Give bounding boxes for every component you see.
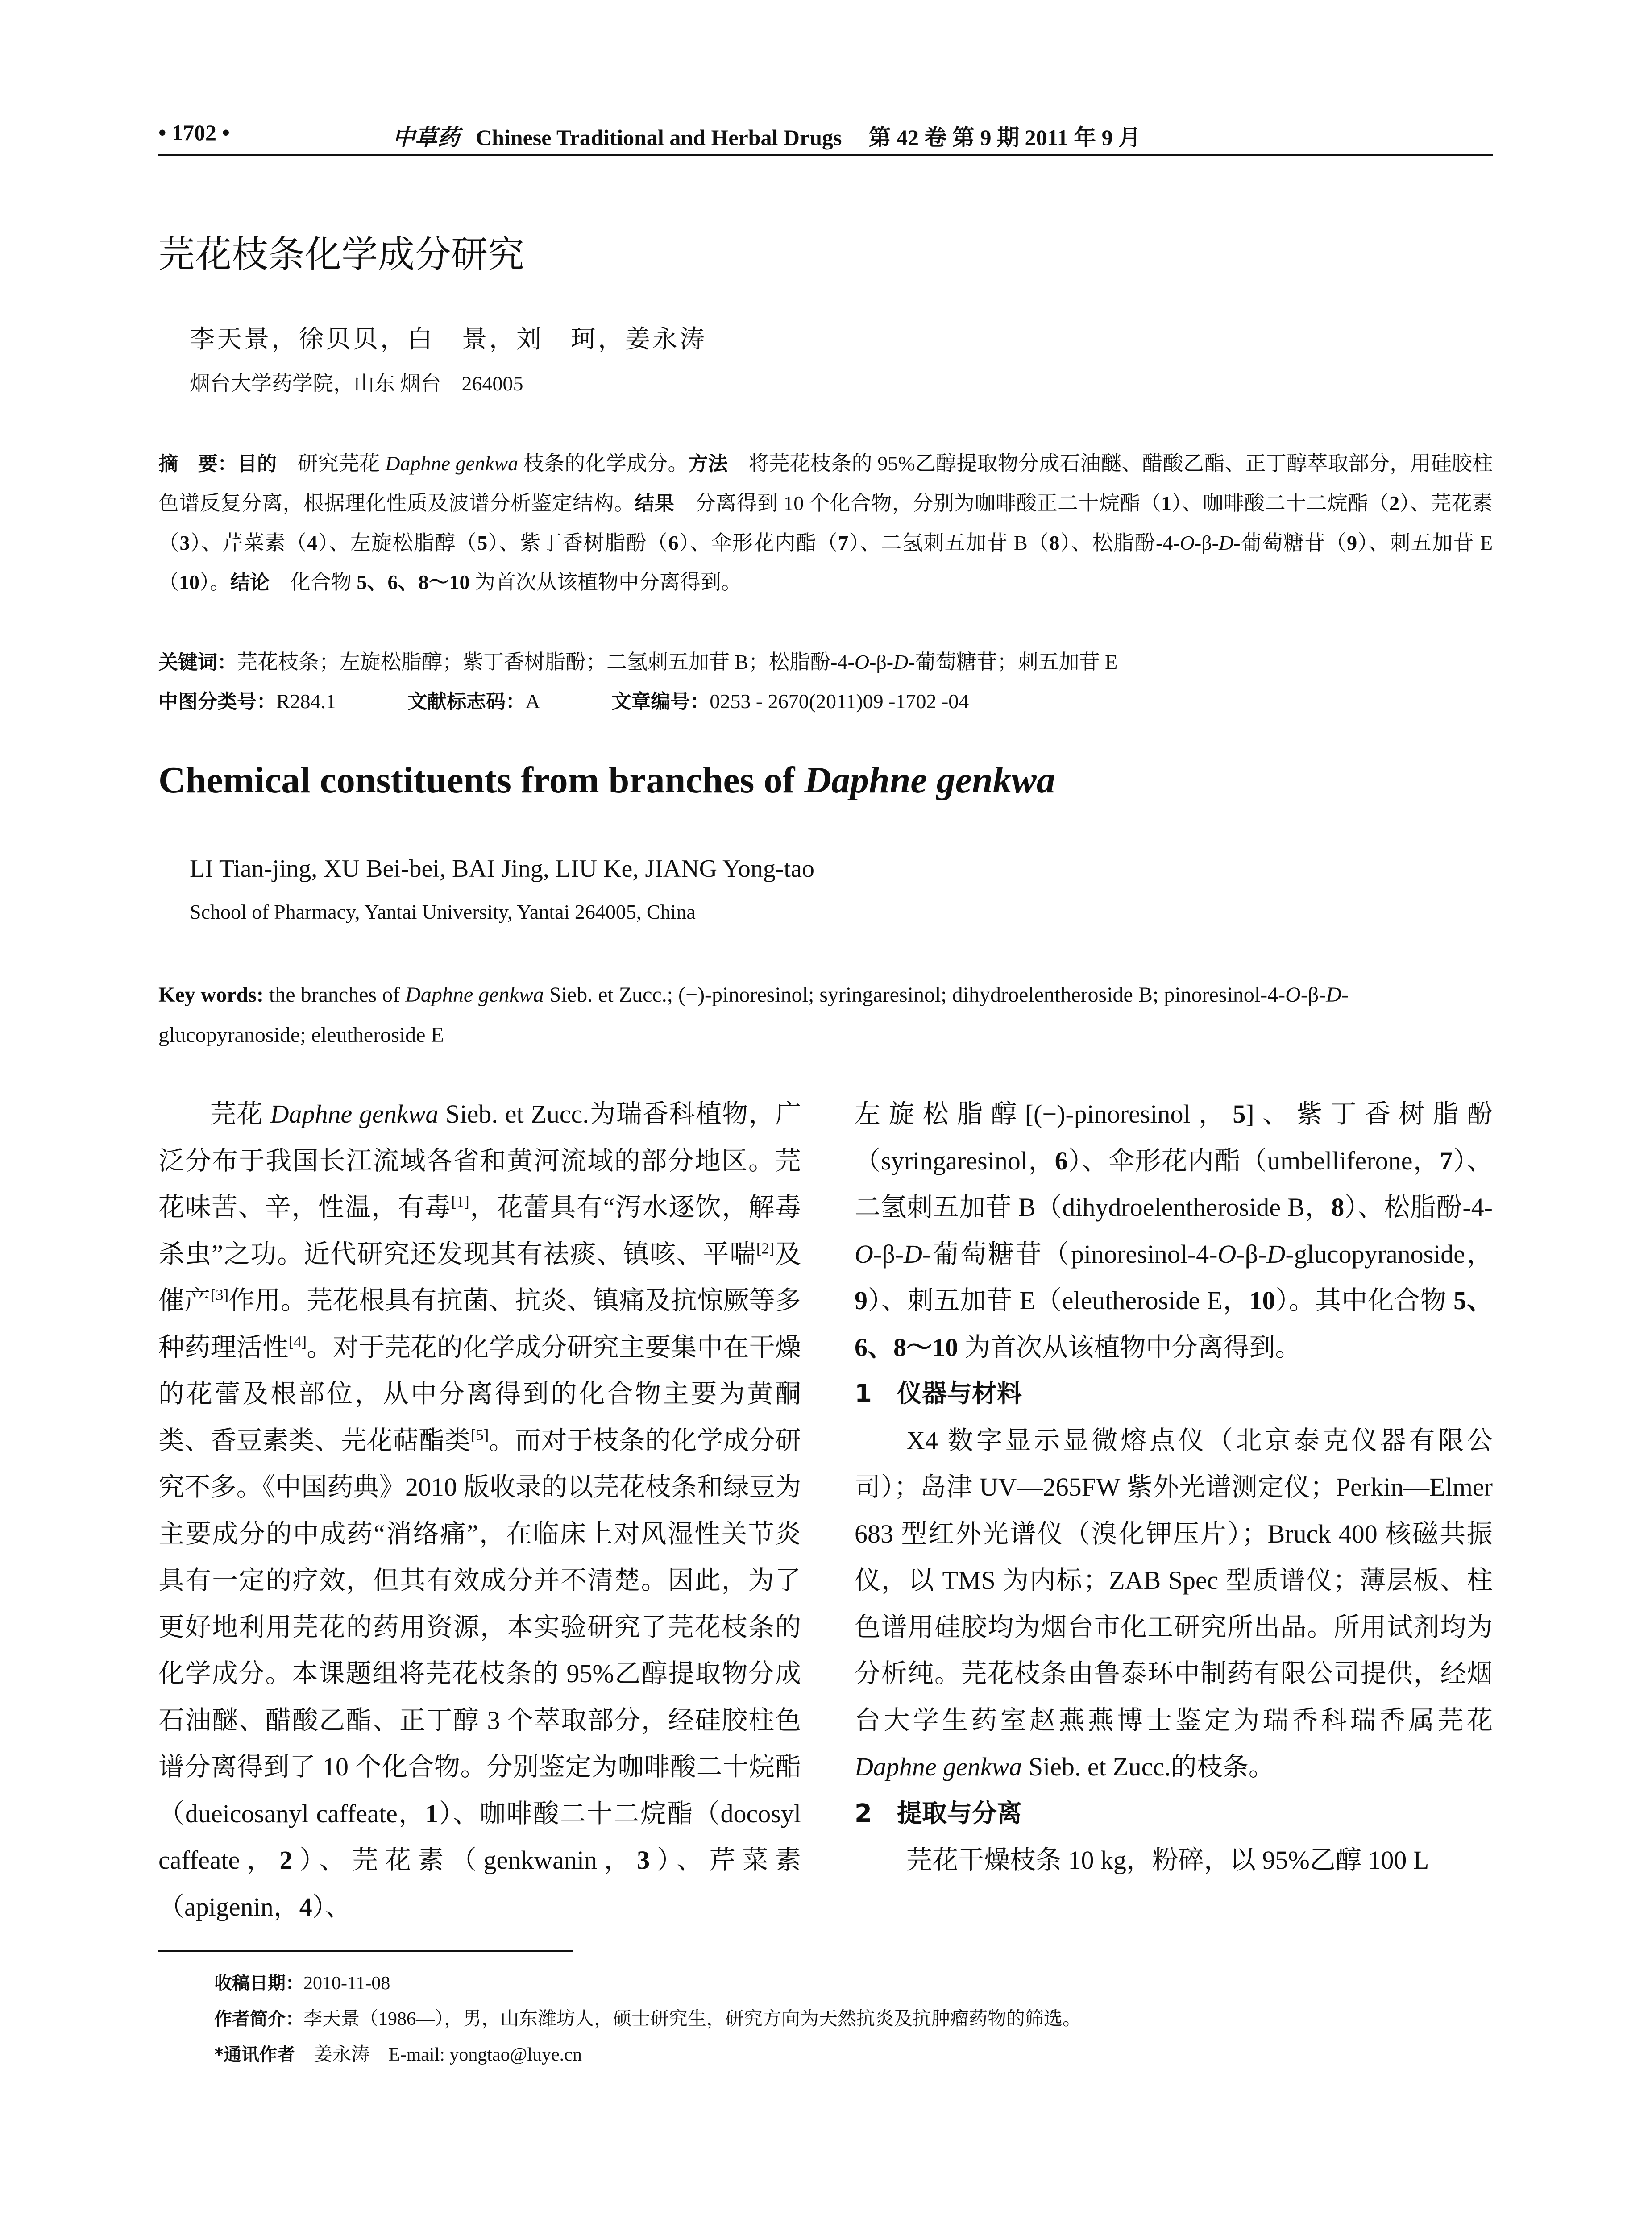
page-number: • 1702 •	[158, 120, 230, 145]
body-paragraph: 芫花 Daphne genkwa Sieb. et Zucc.为瑞香科植物，广泛分布于我国长江流域各省和黄河流域的部分地区。芫花味苦、辛，性温，有毒[1]，花蕾具有“泻水逐饮，解毒杀虫”之功。近代研究还发现其有祛痰、镇咳、平喘[2]及催产[3]作用。芫花根具有抗菌、抗炎、镇痛及抗惊厥等多种药理活性[4]。对于芫花的化学成分研究主要集中在干燥的花蕾及根部位，从中分离得到的化合物主要为黄酮类、香豆素类、芫花萜酯类[5]。而对于枝条的化学成分研究不多。《中国药典》2010 版收录的以芫花枝条和绿豆为主要成分的中成药“消络痛”，在临床上对风湿性关节炎具有一定的疗效，但其有效成分并不清楚。因此，为了更好地利用芫花的药用资源，本实验研究了芫花枝条的化学成分。本课题组将芫花枝条的 95%乙醇提取物分成石油醚、醋酸乙酯、正丁醇 3 个萃取部分，经硅胶柱色谱分离得到了 10 个化合物。分别鉴定为咖啡酸二十烷酯（dueicosanyl caffeate，1）、咖啡酸二十二烷酯（docosyl caffeate，2）、芫花素（genkwanin，3）、芹菜素（apigenin，4）、	[158, 1099, 801, 1921]
document-code: A	[525, 690, 540, 713]
result-label: 结果	[635, 492, 675, 515]
body-column-right	[855, 1091, 1493, 1884]
classification-line: 中图分类号：R284.1 文献标志码：A 文章编号：0253 - 2670(2011)09 -1702 -04	[158, 690, 969, 713]
volume-issue: 第 42 卷 第 9 期 2011 年 9 月	[868, 125, 1141, 150]
keywords-en-label: Key words:	[158, 983, 264, 1007]
clc-number: R284.1	[276, 690, 336, 713]
purpose-label: 目的	[237, 452, 277, 475]
abstract-cn: 摘 要：目的 研究芫花 Daphne genkwa 枝条的化学成分。方法 将芫花枝条的 95%乙醇提取物分成石油醚、醋酸乙酯、正丁醇萃取部分，用硅胶柱色谱反复分离，根据理化性质及波谱分析鉴定结构。结果 分离得到 10 个化合物，分别为咖啡酸正二十烷酯（1）、咖啡酸二十二烷酯（2）、芫花素（3）、芹菜素（4）、左旋松脂醇（5）、紫丁香树脂酚（6）、伞形花内酯（7）、二氢刺五加苷 B（8）、松脂酚-4-O-β-D-葡萄糖苷（9）、刺五加苷 E（10）。结论 化合物 5、6、8～10 为首次从该植物中分离得到。	[158, 452, 1493, 594]
citation: [4]	[288, 1333, 307, 1351]
citation: [5]	[470, 1426, 489, 1444]
body-column-left	[158, 1091, 801, 1930]
author-bio: 作者简介：李天景（1986—），男，山东潍坊人，硕士研究生，研究方向为天然抗炎及抗肿瘤药物的筛选。	[214, 2009, 1082, 2029]
article-title-en: Chemical constituents from branches of Daphne genkwa	[158, 759, 1055, 801]
keywords-en: Key words: the branches of Daphne genkwa Sieb. et Zucc.; (−)-pinoresinol; syringaresinol; dihydroelentheroside B; pinoresinol-4-O-β-D-glucopyranoside; eleutheroside E	[158, 983, 1349, 1047]
body-paragraph: X4 数字显示显微熔点仪（北京泰克仪器有限公司）；岛津 UV—265FW 紫外光谱测定仪；Perkin—Elmer 683 型红外光谱仪（溴化钾压片）；Bruck 400 核磁共振仪，以 TMS 为内标；ZAB Spec 型质谱仪；薄层板、柱色谱用硅胶均为烟台市化工研究所出品。所用试剂均为分析纯。芫花枝条由鲁泰环中制药有限公司提供，经烟台大学生药室赵燕燕博士鉴定为瑞香科瑞香属芫花 Daphne genkwa Sieb. et Zucc.的枝条。	[855, 1426, 1493, 1781]
body-paragraph: 左旋松脂醇[(−)-pinoresinol，5]、紫丁香树脂酚（syringaresinol，6）、伞形花内酯（umbelliferone，7）、二氢刺五加苷 B（dihydroelentheroside B，8）、松脂酚-4-O-β-D-葡萄糖苷（pinoresinol-4-O-β-D-glucopyranoside，9）、刺五加苷 E（eleutheroside E，10）。其中化合物 5、6、8～10 为首次从该植物中分离得到。	[855, 1099, 1493, 1362]
keywords-label: 关键词：	[158, 651, 237, 674]
section-heading: 1 仪器与材料	[855, 1379, 1022, 1408]
species-name: Daphne genkwa	[385, 452, 519, 475]
header-rule	[158, 154, 1493, 156]
conclusion-label: 结论	[230, 571, 270, 594]
section-heading: 2 提取与分离	[855, 1799, 1022, 1828]
abstract-label: 摘 要：	[158, 452, 237, 475]
article-number: 0253 - 2670(2011)09 -1702 -04	[710, 690, 969, 713]
journal-name-cn: 中草药	[393, 125, 460, 150]
corresponding-author: *通讯作者 姜永涛 E-mail: yongtao@luye.cn	[214, 2044, 582, 2065]
affiliation-cn: 烟台大学药学院，山东 烟台 264005	[190, 372, 523, 395]
received-date: 收稿日期：2010-11-08	[214, 1973, 390, 1994]
authors-en: LI Tian-jing, XU Bei-bei, BAI Jing, LIU Ke, JIANG Yong-tao	[190, 855, 814, 883]
citation: [2]	[756, 1240, 775, 1257]
journal-title	[393, 120, 1141, 152]
article-title-cn: 芫花枝条化学成分研究	[158, 233, 525, 276]
authors-cn: 李天景，徐贝贝，白 景，刘 珂，姜永涛	[190, 326, 707, 353]
body-paragraph: 芫花干燥枝条 10 kg，粉碎，以 95%乙醇 100 L	[906, 1845, 1429, 1874]
citation: [1]	[451, 1193, 469, 1211]
method-label: 方法	[688, 452, 728, 475]
footnotes	[214, 1966, 1081, 2073]
running-header	[158, 120, 1493, 151]
footnote-rule	[158, 1950, 573, 1952]
affiliation-en: School of Pharmacy, Yantai University, Yantai 264005, China	[190, 900, 696, 923]
keywords-cn: 关键词：芫花枝条；左旋松脂醇；紫丁香树脂酚；二氢刺五加苷 B；松脂酚-4-O-β-D-葡萄糖苷；刺五加苷 E	[158, 651, 1118, 674]
citation: [3]	[210, 1286, 229, 1304]
journal-name-en: Chinese Traditional and Herbal Drugs	[476, 125, 842, 150]
